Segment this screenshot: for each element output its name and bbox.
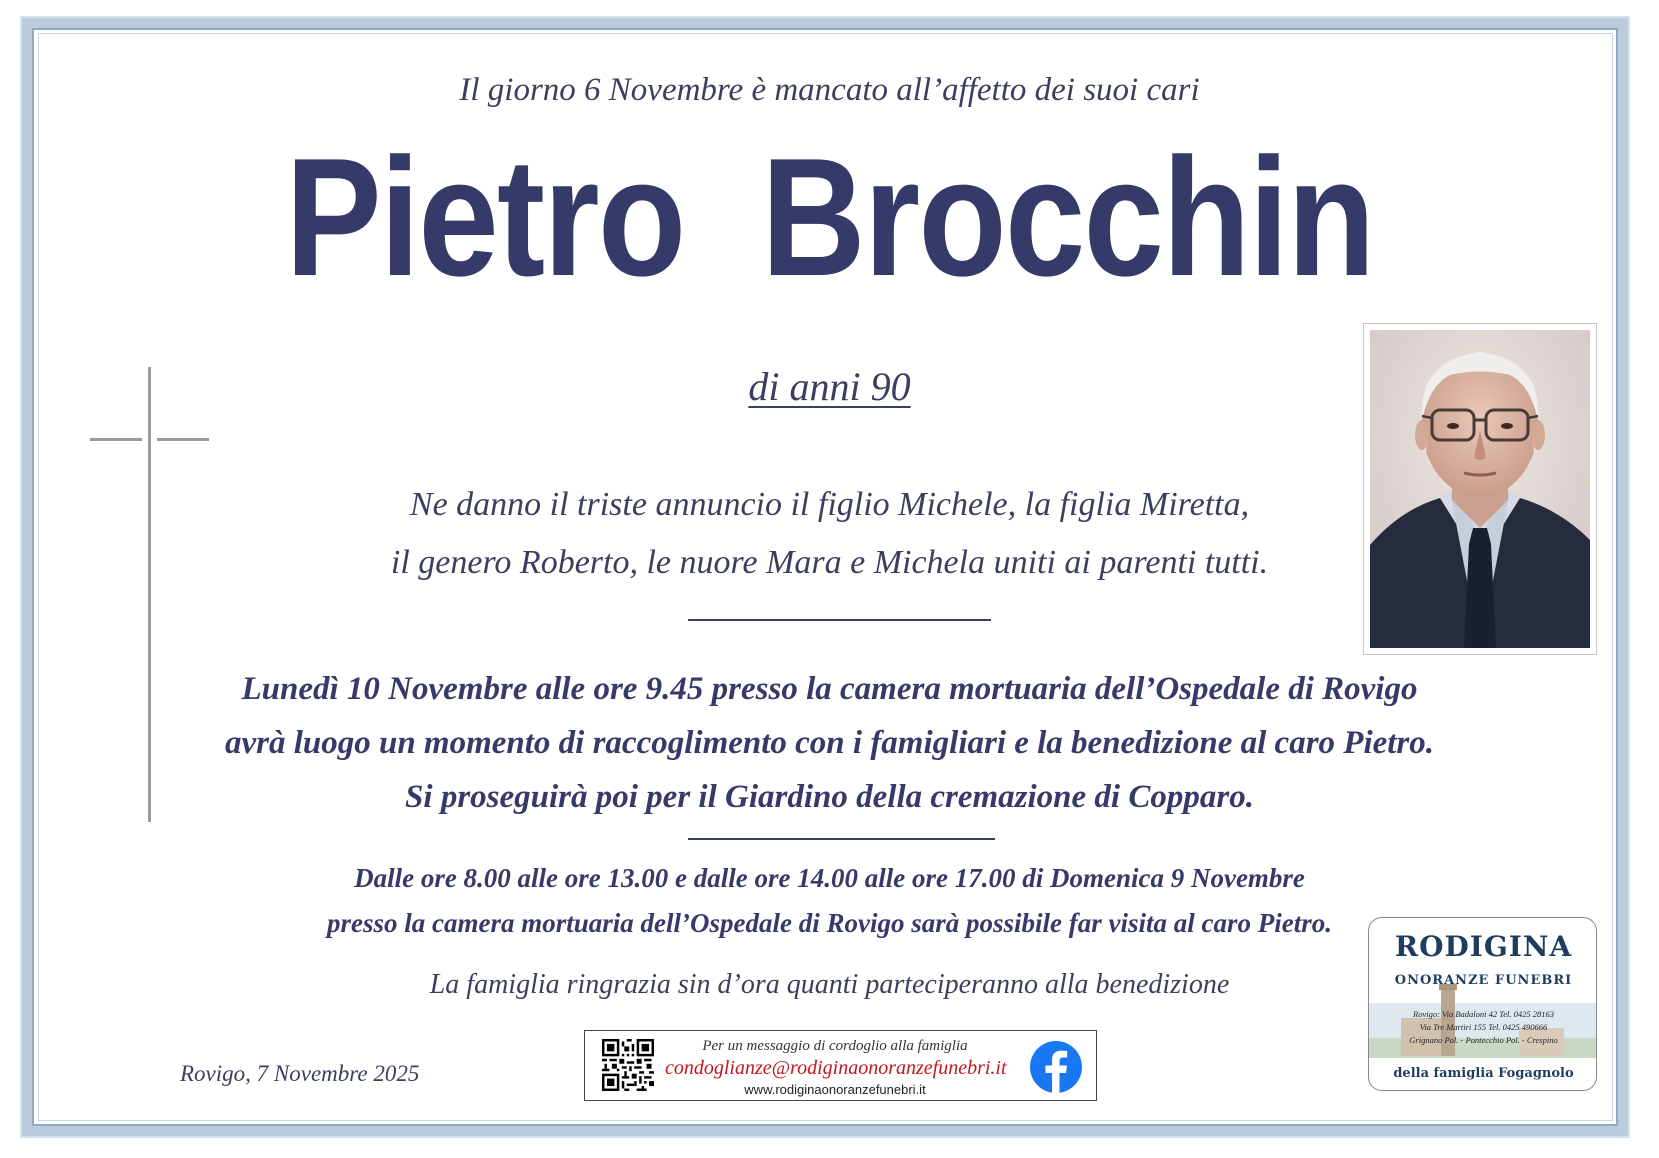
- qr-code-icon[interactable]: [602, 1039, 654, 1091]
- family-line: il genero Roberto, le nuore Mara e Michela uniti ai parenti tutti.: [390, 544, 1269, 581]
- logo-address-line: Via Tre Martiri 155 Tel. 0425 490666: [1419, 1022, 1548, 1032]
- condolence-message: Per un messaggio di cordoglio alla famiglia: [702, 1038, 968, 1054]
- logo-title: RODIGINA: [1394, 930, 1573, 963]
- condolence-box: [584, 1030, 1097, 1101]
- divider-bottom: [688, 838, 995, 840]
- place-date: Rovigo, 7 Novembre 2025: [180, 1061, 420, 1086]
- visits-line: Dalle ore 8.00 alle ore 13.00 e dalle ore 14.00 alle ore 17.00 di Domenica 9 Novembre: [354, 863, 1305, 893]
- ceremony-line: Lunedì 10 Novembre alle ore 9.45 presso la camera mortuaria dell’Ospedale di Rovigo: [241, 671, 1418, 707]
- visits-line: presso la camera mortuaria dell’Ospedale di Rovigo sarà possibile far visita al caro Pietro.: [327, 908, 1332, 938]
- logo-subtitle: ONORANZE FUNEBRI: [1394, 973, 1573, 988]
- ceremony-line: Si proseguirà poi per il Giardino della cremazione di Copparo.: [405, 779, 1254, 815]
- website-link[interactable]: www.rodiginaonoranzefunebri.it: [744, 1082, 926, 1097]
- logo-address-line: Rovigo: Via Badaloni 42 Tel. 0425 28163: [1413, 1009, 1554, 1019]
- portrait-photo: [1370, 330, 1590, 648]
- condolence-email-link[interactable]: condoglianze@rodiginaonoranzefunebri.it: [665, 1057, 1007, 1079]
- ceremony-line: avrà luogo un momento di raccoglimento con i famigliari e la benedizione al caro Pietro.: [224, 725, 1435, 761]
- divider-top: [688, 619, 991, 621]
- age-text: di anni 90: [748, 364, 911, 409]
- funeral-home-logo: [1368, 917, 1597, 1091]
- intro-text: Il giorno 6 Novembre è mancato all’affetto dei suoi cari: [459, 72, 1200, 108]
- logo-footer: della famiglia Fogagnolo: [1393, 1066, 1574, 1081]
- thanks-text: La famiglia ringrazia sin d’ora quanti parteciperanno alla benedizione: [429, 969, 1230, 1000]
- facebook-icon[interactable]: [1029, 1040, 1083, 1094]
- family-line: Ne danno il triste annuncio il figlio Michele, la figlia Miretta,: [409, 486, 1250, 523]
- deceased-name: Pietro Brocchin: [285, 123, 1374, 311]
- logo-address-line: Grignano Pol. - Pontecchio Pol. - Crespino: [1409, 1035, 1558, 1045]
- ceremony-details: [0, 662, 1659, 824]
- logo-addresses: [1379, 1008, 1588, 1047]
